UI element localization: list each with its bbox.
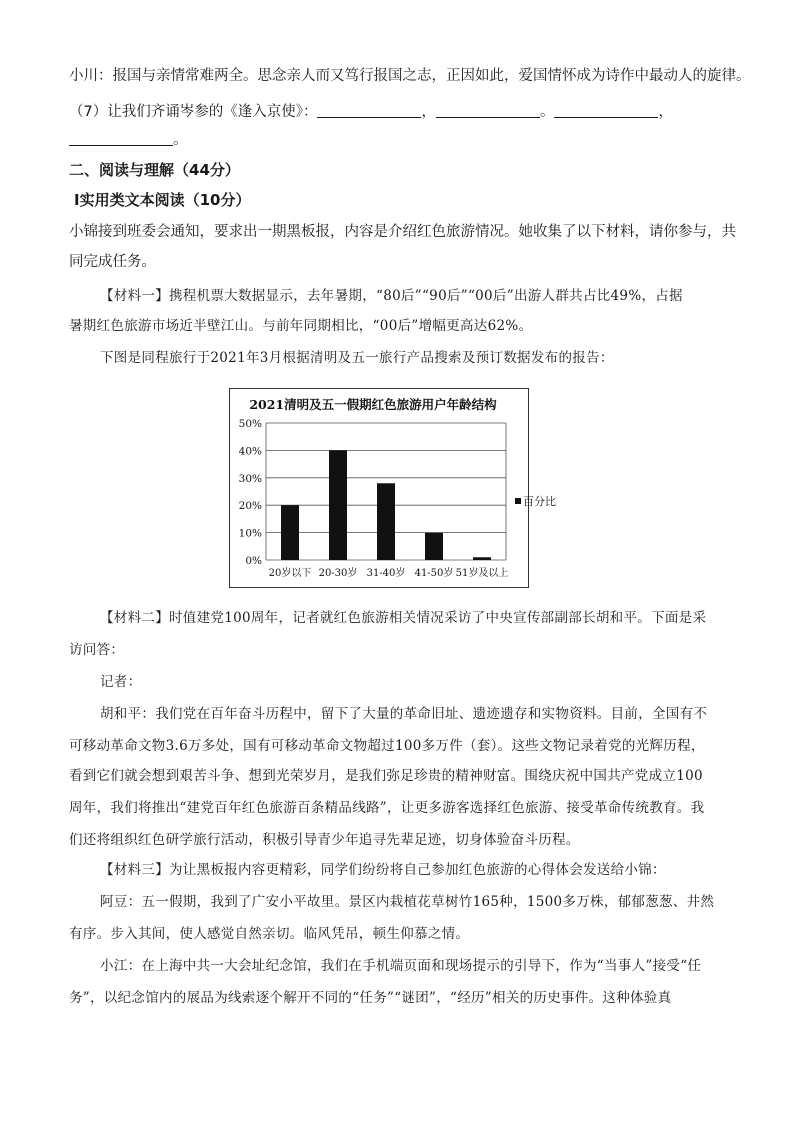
q7-sep-3: ， xyxy=(658,104,673,120)
x-tick-label: 51岁及以上 xyxy=(455,568,509,579)
x-tick-label: 20-30岁 xyxy=(318,568,358,579)
chart-title: 2021清明及五一假期红色旅游用户年龄结构 xyxy=(249,397,497,412)
task-line-2: 同完成任务。 xyxy=(69,254,156,270)
y-tick-label: 20% xyxy=(238,500,262,513)
material3-line-1: 【材料三】为让黑板报内容更精彩，同学们纷纷将自己参加红色旅游的心得体会发送给小锦： xyxy=(100,862,666,878)
hu-line-1: 胡和平：我们党在百年奋斗历程中，留下了大量的革命旧址、遗迹遗存和实物资料。目前，全国有不 xyxy=(100,706,708,722)
legend-swatch xyxy=(515,498,521,504)
subsection-heading: Ⅰ实用类文本阅读（10分） xyxy=(74,191,251,209)
material2-line-2: 访问答： xyxy=(69,642,125,658)
material1-line-3: 下图是同程旅行于2021年3月根据清明及五一旅行产品搜索及预订数据发布的报告： xyxy=(100,350,614,366)
bar-chart-svg xyxy=(230,389,556,587)
y-tick-label: 10% xyxy=(238,527,262,540)
answer-blank-1[interactable] xyxy=(317,103,421,118)
x-tick-label: 20岁以下 xyxy=(268,568,312,579)
hu-line-2: 可移动革命文物3.6万多处，国有可移动革命文物超过100多万件（套）。这些文物记录着党的光辉历程， xyxy=(69,738,705,754)
bar xyxy=(329,450,347,560)
x-tick-label: 31-40岁 xyxy=(366,568,406,579)
q7-sep-1: ， xyxy=(421,104,436,120)
answer-blank-2[interactable] xyxy=(436,103,540,118)
q7-sep-2: 。 xyxy=(539,104,555,120)
reporter-label: 记者： xyxy=(100,674,142,690)
legend-label: 百分比 xyxy=(523,495,556,508)
hu-line-5: 们还将组织红色研学旅行活动，积极引导青少年追寻先辈足迹，切身体验奋斗历程。 xyxy=(69,832,580,848)
question-7-prompt: （7）让我们齐诵岑参的《逢入京使》： xyxy=(69,104,318,120)
answer-blank-3[interactable] xyxy=(554,103,658,118)
bar xyxy=(281,505,299,560)
bar xyxy=(425,533,443,560)
xiaochuan-line: 小川：报国与亲情常难两全。思念亲人而又笃行报国之志，正因如此，爱国情怀成为诗作中最动人的旋律。 xyxy=(69,68,751,84)
bar xyxy=(473,557,491,560)
xiaojiang-line-2: 务”，以纪念馆内的展品为线索逐个解开不同的“任务”“谜团”，“经历”相关的历史事件。这种体验真 xyxy=(69,990,672,1006)
age-structure-chart xyxy=(229,388,556,588)
material2-line-1: 【材料二】时值建党100周年，记者就红色旅游相关情况采访了中央宣传部副部长胡和平。下面是采 xyxy=(100,610,707,626)
question-7-cont xyxy=(69,130,188,150)
y-tick-label: 30% xyxy=(238,472,262,485)
hu-line-3: 看到它们就会想到艰苦斗争、想到光荣岁月，是我们弥足珍贵的精神财富。围绕庆祝中国共产党成立100 xyxy=(69,768,703,784)
y-tick-label: 40% xyxy=(238,445,262,458)
q7-end: 。 xyxy=(173,132,188,148)
xiaojiang-line-1: 小江：在上海中共一大会址纪念馆，我们在手机端页面和现场提示的引导下，作为“当事人”接受“任 xyxy=(100,958,702,974)
y-tick-label: 0% xyxy=(245,555,262,567)
x-tick-label: 41-50岁 xyxy=(414,568,454,579)
task-line-1: 小锦接到班委会通知，要求出一期黑板报，内容是介绍红色旅游情况。她收集了以下材料，请你参与，共 xyxy=(69,224,736,240)
adou-line-1: 阿豆：五一假期，我到了广安小平故里。景区内栽植花草树竹165种，1500多万株，郁郁葱葱、井然 xyxy=(100,894,715,910)
material1-line-1: 【材料一】携程机票大数据显示，去年暑期，“80后”“90后”“00后”出游人群共占比49%，占据 xyxy=(100,288,683,304)
y-tick-label: 50% xyxy=(238,418,262,430)
adou-line-2: 有序。步入其间，使人感觉自然亲切。临风凭吊，顿生仰慕之情。 xyxy=(69,926,470,942)
hu-line-4: 周年，我们将推出“建党百年红色旅游百条精品线路”，让更多游客选择红色旅游、接受革命传统教育。我 xyxy=(69,800,705,816)
answer-blank-4[interactable] xyxy=(69,131,173,146)
bar xyxy=(377,483,395,560)
section-heading: 二、阅读与理解（44分） xyxy=(69,161,240,179)
question-7 xyxy=(69,102,673,122)
material1-line-2: 暑期红色旅游市场近半壁江山。与前年同期相比，“00后”增幅更高达62%。 xyxy=(69,318,533,334)
